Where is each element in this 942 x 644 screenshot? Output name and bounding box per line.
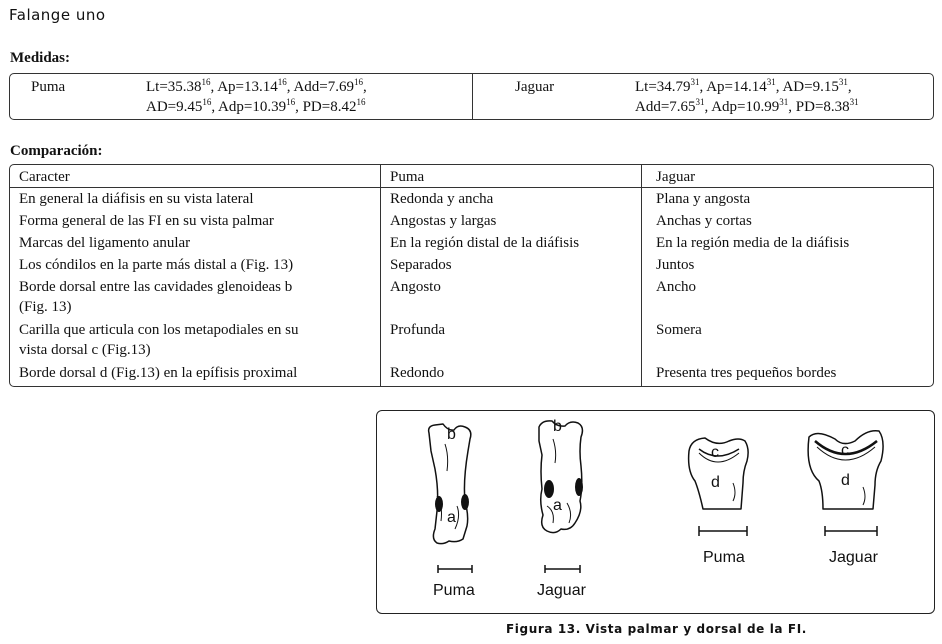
letter-b-puma: b bbox=[447, 426, 456, 443]
cell-jaguar: Ancho bbox=[656, 279, 696, 295]
column-divider bbox=[380, 165, 381, 386]
cell-caracter: Forma general de las FI en su vista palmar bbox=[19, 213, 274, 229]
cell-caracter: Los cóndilos en la parte más distal a (Fig. 13) bbox=[19, 257, 294, 273]
cell-caracter: Borde dorsal d (Fig.13) en la epífisis proximal bbox=[19, 365, 298, 381]
cell-caracter: Carilla que articula con los metapodiales en su bbox=[19, 322, 299, 338]
label-puma-palmar: Puma bbox=[433, 582, 475, 599]
cell-jaguar: Somera bbox=[656, 322, 702, 338]
puma-name: Puma bbox=[31, 79, 66, 95]
measures-table bbox=[9, 73, 934, 120]
column-divider bbox=[641, 165, 642, 386]
cell-puma: Separados bbox=[390, 257, 452, 273]
jaguar-measures-line2: $Add=7.65^{31}$, $Adp=10.99^{31}$, $PD=8.38^{31}$ bbox=[635, 97, 859, 115]
header-divider bbox=[10, 187, 933, 188]
cell-caracter: Marcas del ligamento anular bbox=[19, 235, 191, 251]
comparison-table bbox=[9, 164, 934, 387]
puma-ligament-mark bbox=[435, 496, 443, 512]
cell-jaguar: Plana y angosta bbox=[656, 191, 751, 207]
comparison-heading: Comparación: bbox=[10, 143, 103, 159]
section-title: Falange uno bbox=[9, 6, 106, 24]
label-jaguar-dorsal: Jaguar bbox=[829, 549, 878, 566]
header-caracter: Caracter bbox=[19, 169, 70, 185]
header-jaguar: Jaguar bbox=[656, 169, 696, 185]
label-jaguar-palmar: Jaguar bbox=[537, 582, 586, 599]
jaguar-ligament-mark bbox=[544, 480, 554, 498]
letter-d-jaguar: d bbox=[841, 472, 850, 489]
letter-c-puma: c bbox=[711, 444, 719, 461]
header-puma: Puma bbox=[390, 169, 425, 185]
jaguar-measures-line1: $Lt=34.79^{31}$, $Ap=14.14^{31}$, $AD=9.15^{31}$, bbox=[635, 77, 852, 95]
cell-jaguar: Presenta tres pequeños bordes bbox=[656, 365, 837, 381]
jaguar-ligament-mark bbox=[575, 478, 583, 496]
cell-jaguar: En la región media de la diáfisis bbox=[656, 235, 850, 251]
cell-puma: Angosto bbox=[390, 279, 441, 295]
cell-puma: Angostas y largas bbox=[390, 213, 497, 229]
figure-caption: Figura 13. Vista palmar y dorsal de la FI. bbox=[506, 622, 807, 636]
cell-puma: Redonda y ancha bbox=[390, 191, 494, 207]
jaguar-name: Jaguar bbox=[515, 79, 555, 95]
cell-puma: En la región distal de la diáfisis bbox=[390, 235, 580, 251]
measures-heading: Medidas: bbox=[10, 50, 70, 66]
cell-puma: Profunda bbox=[390, 322, 445, 338]
puma-ligament-mark bbox=[461, 494, 469, 510]
cell-caracter: Borde dorsal entre las cavidades glenoideas b bbox=[19, 279, 293, 295]
letter-c-jaguar: c bbox=[841, 442, 849, 459]
label-puma-dorsal: Puma bbox=[703, 549, 745, 566]
cell-caracter: En general la diáfisis en su vista lateral bbox=[19, 191, 254, 207]
puma-measures-line1: $Lt=35.38^{16}$, $Ap=13.14^{16}$, $Add=7.69^{16}$, bbox=[146, 77, 367, 95]
cell-caracter: (Fig. 13) bbox=[19, 299, 72, 315]
phalanx-illustration bbox=[377, 411, 933, 612]
letter-d-puma: d bbox=[711, 474, 720, 491]
letter-a-jaguar: a bbox=[553, 497, 562, 514]
measures-divider bbox=[472, 74, 473, 119]
letter-a-puma: a bbox=[447, 509, 456, 526]
cell-jaguar: Juntos bbox=[656, 257, 695, 273]
cell-caracter: vista dorsal c (Fig.13) bbox=[19, 342, 151, 358]
cell-puma: Redondo bbox=[390, 365, 445, 381]
puma-measures-line2: $AD=9.45^{16}$, $Adp=10.39^{16}$, $PD=8.42^{16}$ bbox=[146, 97, 366, 115]
jaguar-palmar-bone bbox=[539, 421, 582, 533]
cell-jaguar: Anchas y cortas bbox=[656, 213, 752, 229]
letter-b-jaguar: b bbox=[553, 418, 562, 435]
figure-13 bbox=[376, 410, 935, 614]
